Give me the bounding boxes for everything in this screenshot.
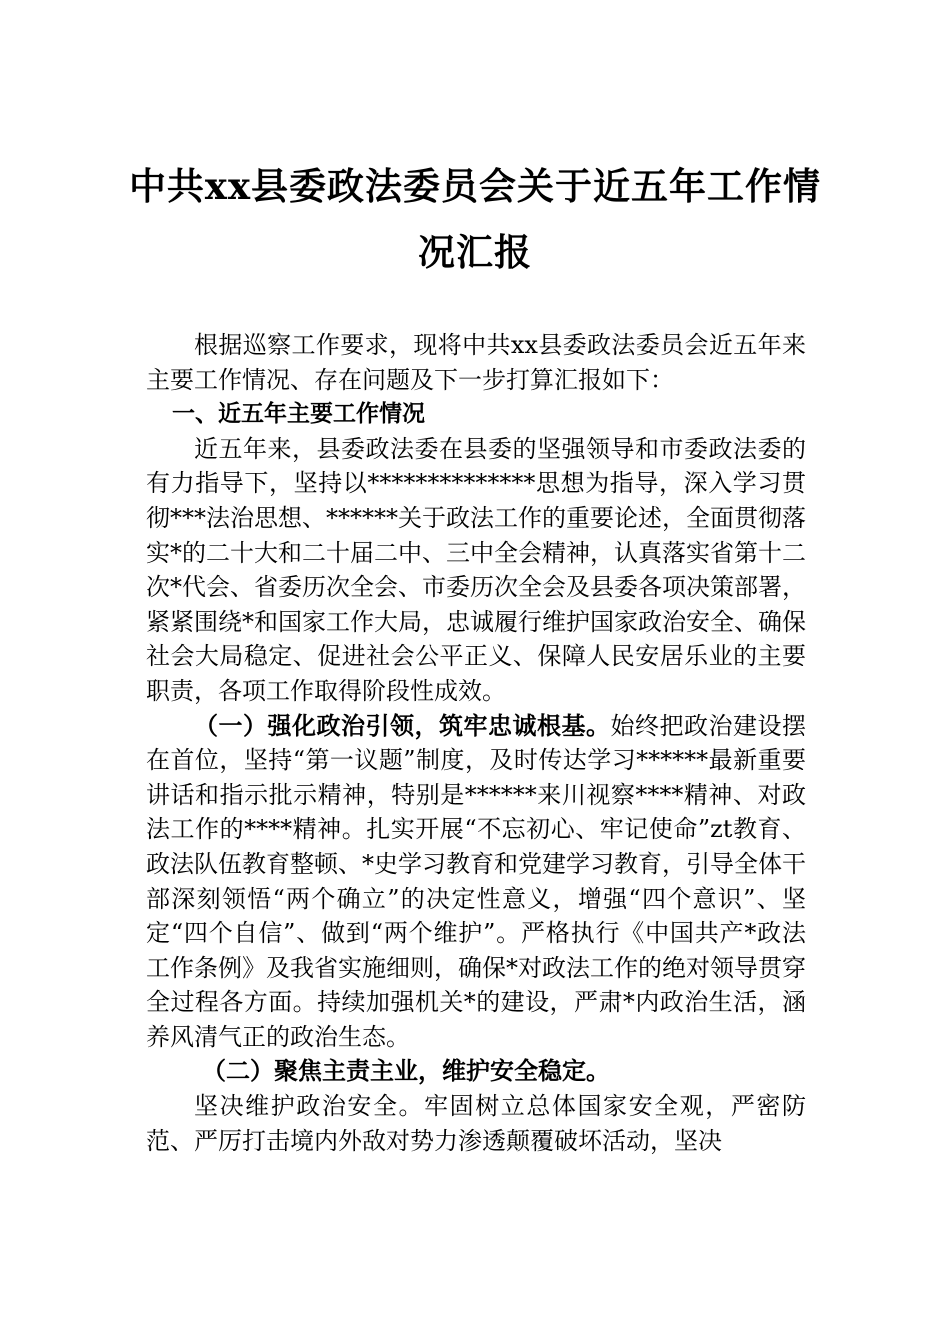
intro-paragraph: 根据巡察工作要求，现将中共xx县委政法委员会近五年来主要工作情况、存在问题及下一步打算汇报如下： bbox=[146, 331, 806, 394]
document-body bbox=[146, 328, 806, 1158]
document-title-line1: 中共xx县委政法委员会关于近五年工作情 bbox=[128, 164, 822, 208]
sub1-paragraph bbox=[146, 709, 806, 1055]
sub1-heading: （一）强化政治引领，筑牢忠诚根基。 bbox=[194, 710, 611, 740]
sub2-heading: （二）聚焦主责主业，维护安全稳定。 bbox=[202, 1056, 610, 1086]
document-title-line2: 况汇报 bbox=[418, 230, 532, 274]
sub1-body: 始终把政治建设摆在首位，坚持“第一议题”制度，及时传达学习******最新重要讲话和指示批示精神，特别是******来川视察****精神、对政法工作的****精神。扎实开展“不忘初心、牢记使命”zt教育、政法队伍教育整顿、*史学习教育和党建学习教育，引导全体干部深刻领悟“两个确立”的决定性意义，增强“四个意识”、坚定“四个自信”、做到“两个维护”。严格执行《中国共产*政法工作条例》及我省实施细则，确保*对政法工作的绝对领导贯穿全过程各方面。持续加强机关*的建设，严肃*内政治生活，涵养风清气正的政治生态。 bbox=[146, 711, 806, 1051]
section1-paragraph: 近五年来，县委政法委在县委的坚强领导和市委政法委的有力指导下，坚持以**************思想为指导，深入学习贯彻***法治思想、******关于政法工作的重要论述，全面贯彻落实*的二十大和二十届二中、三中全会精神，认真落实省第十二次*代会、省委历次全会、市委历次全会及县委各项决策部署，紧紧围绕*和国家工作大局，忠诚履行维护国家政治安全、确保社会大局稳定、促进社会公平正义、保障人民安居乐业的主要职责，各项工作取得阶段性成效。 bbox=[146, 434, 806, 705]
section1-heading: 一、近五年主要工作情况 bbox=[172, 401, 425, 428]
sub2-paragraph: 坚决维护政治安全。牢固树立总体国家安全观，严密防范、严厉打击境内外敌对势力渗透颠覆破坏活动，坚决 bbox=[146, 1092, 806, 1155]
